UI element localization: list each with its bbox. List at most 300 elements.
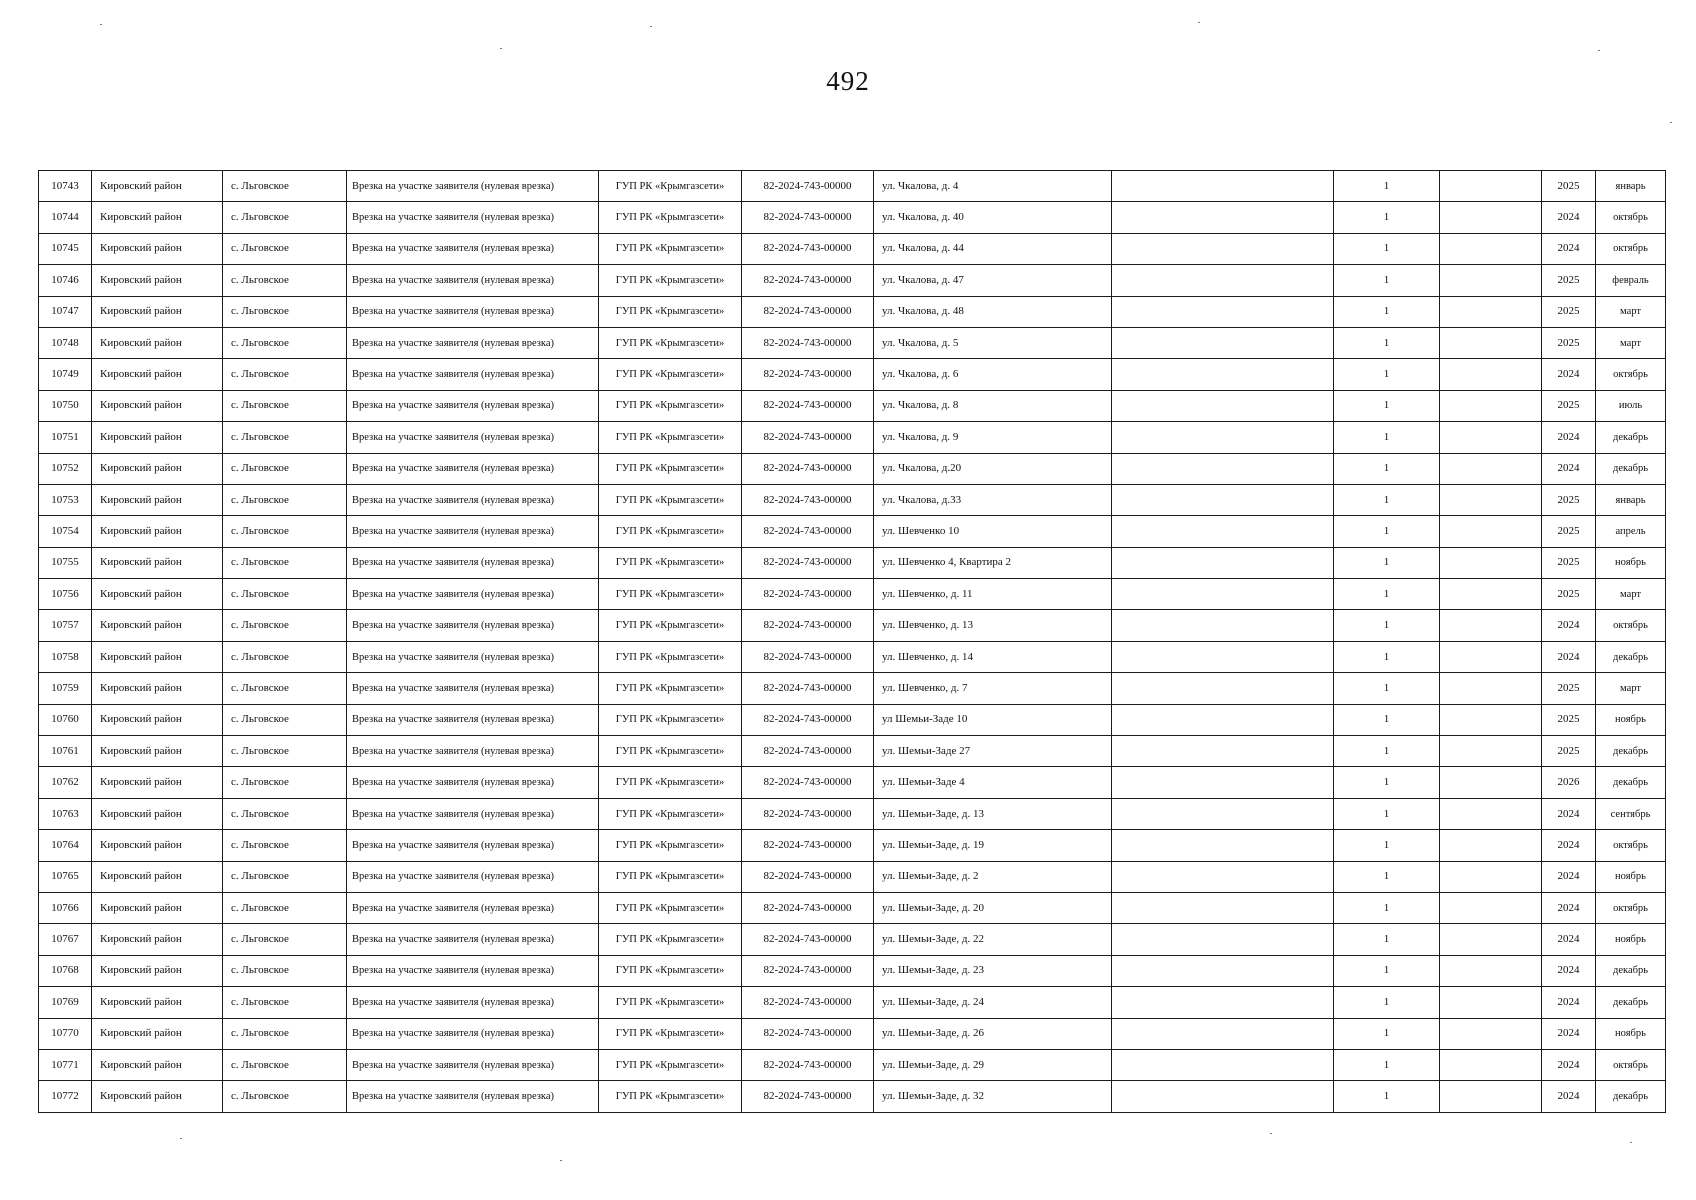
row-number: 10750 bbox=[39, 390, 92, 421]
code-cell: 82-2024-743-00000 bbox=[742, 736, 874, 767]
month-cell: ноябрь bbox=[1596, 704, 1666, 735]
village-cell: с. Льговское bbox=[223, 390, 347, 421]
village-cell: с. Льговское bbox=[223, 233, 347, 264]
table-row bbox=[39, 171, 1666, 202]
scan-speck bbox=[1598, 50, 1600, 51]
table-row bbox=[39, 359, 1666, 390]
month-cell: октябрь bbox=[1596, 233, 1666, 264]
year-cell: 2025 bbox=[1542, 579, 1596, 610]
district-cell: Кировский район bbox=[92, 892, 223, 923]
code-cell: 82-2024-743-00000 bbox=[742, 767, 874, 798]
month-cell: октябрь bbox=[1596, 202, 1666, 233]
district-cell: Кировский район bbox=[92, 453, 223, 484]
work-type-cell: Врезка на участке заявителя (нулевая врезка) bbox=[347, 265, 599, 296]
village-cell: с. Льговское bbox=[223, 673, 347, 704]
code-cell: 82-2024-743-00000 bbox=[742, 955, 874, 986]
note-cell bbox=[1112, 422, 1334, 453]
organization-cell: ГУП РК «Крымгазсети» bbox=[599, 296, 742, 327]
row-number: 10751 bbox=[39, 422, 92, 453]
year-cell: 2025 bbox=[1542, 484, 1596, 515]
address-cell: ул Шемьи-Заде 10 bbox=[874, 704, 1112, 735]
note-cell bbox=[1112, 233, 1334, 264]
year-cell: 2024 bbox=[1542, 798, 1596, 829]
month-cell: ноябрь bbox=[1596, 924, 1666, 955]
year-cell: 2024 bbox=[1542, 359, 1596, 390]
month-cell: январь bbox=[1596, 171, 1666, 202]
month-cell: ноябрь bbox=[1596, 1018, 1666, 1049]
work-type-cell: Врезка на участке заявителя (нулевая врезка) bbox=[347, 516, 599, 547]
address-cell: ул. Чкалова, д. 44 bbox=[874, 233, 1112, 264]
extra-cell bbox=[1440, 171, 1542, 202]
organization-cell: ГУП РК «Крымгазсети» bbox=[599, 798, 742, 829]
village-cell: с. Льговское bbox=[223, 892, 347, 923]
organization-cell: ГУП РК «Крымгазсети» bbox=[599, 673, 742, 704]
quantity-cell: 1 bbox=[1334, 1018, 1440, 1049]
code-cell: 82-2024-743-00000 bbox=[742, 453, 874, 484]
work-type-cell: Врезка на участке заявителя (нулевая врезка) bbox=[347, 955, 599, 986]
row-number: 10756 bbox=[39, 579, 92, 610]
table-row bbox=[39, 673, 1666, 704]
organization-cell: ГУП РК «Крымгазсети» bbox=[599, 830, 742, 861]
extra-cell bbox=[1440, 233, 1542, 264]
village-cell: с. Льговское bbox=[223, 296, 347, 327]
table-row bbox=[39, 704, 1666, 735]
table-row bbox=[39, 1049, 1666, 1080]
note-cell bbox=[1112, 327, 1334, 358]
organization-cell: ГУП РК «Крымгазсети» bbox=[599, 453, 742, 484]
extra-cell bbox=[1440, 265, 1542, 296]
work-type-cell: Врезка на участке заявителя (нулевая врезка) bbox=[347, 453, 599, 484]
work-type-cell: Врезка на участке заявителя (нулевая врезка) bbox=[347, 704, 599, 735]
address-cell: ул. Шемьи-Заде, д. 2 bbox=[874, 861, 1112, 892]
village-cell: с. Льговское bbox=[223, 202, 347, 233]
organization-cell: ГУП РК «Крымгазсети» bbox=[599, 171, 742, 202]
note-cell bbox=[1112, 861, 1334, 892]
note-cell bbox=[1112, 579, 1334, 610]
quantity-cell: 1 bbox=[1334, 579, 1440, 610]
extra-cell bbox=[1440, 390, 1542, 421]
month-cell: март bbox=[1596, 673, 1666, 704]
table-row bbox=[39, 233, 1666, 264]
extra-cell bbox=[1440, 861, 1542, 892]
table-row bbox=[39, 547, 1666, 578]
code-cell: 82-2024-743-00000 bbox=[742, 422, 874, 453]
address-cell: ул. Чкалова, д. 9 bbox=[874, 422, 1112, 453]
gasification-table bbox=[38, 170, 1666, 1113]
year-cell: 2024 bbox=[1542, 233, 1596, 264]
year-cell: 2024 bbox=[1542, 422, 1596, 453]
address-cell: ул. Шемьи-Заде, д. 22 bbox=[874, 924, 1112, 955]
address-cell: ул. Шемьи-Заде, д. 29 bbox=[874, 1049, 1112, 1080]
organization-cell: ГУП РК «Крымгазсети» bbox=[599, 359, 742, 390]
village-cell: с. Льговское bbox=[223, 736, 347, 767]
organization-cell: ГУП РК «Крымгазсети» bbox=[599, 390, 742, 421]
district-cell: Кировский район bbox=[92, 484, 223, 515]
work-type-cell: Врезка на участке заявителя (нулевая врезка) bbox=[347, 547, 599, 578]
extra-cell bbox=[1440, 579, 1542, 610]
district-cell: Кировский район bbox=[92, 233, 223, 264]
note-cell bbox=[1112, 924, 1334, 955]
month-cell: сентябрь bbox=[1596, 798, 1666, 829]
organization-cell: ГУП РК «Крымгазсети» bbox=[599, 327, 742, 358]
work-type-cell: Врезка на участке заявителя (нулевая врезка) bbox=[347, 296, 599, 327]
extra-cell bbox=[1440, 610, 1542, 641]
year-cell: 2024 bbox=[1542, 955, 1596, 986]
row-number: 10771 bbox=[39, 1049, 92, 1080]
year-cell: 2024 bbox=[1542, 987, 1596, 1018]
code-cell: 82-2024-743-00000 bbox=[742, 641, 874, 672]
district-cell: Кировский район bbox=[92, 171, 223, 202]
village-cell: с. Льговское bbox=[223, 547, 347, 578]
village-cell: с. Льговское bbox=[223, 327, 347, 358]
code-cell: 82-2024-743-00000 bbox=[742, 202, 874, 233]
note-cell bbox=[1112, 610, 1334, 641]
extra-cell bbox=[1440, 327, 1542, 358]
year-cell: 2025 bbox=[1542, 171, 1596, 202]
year-cell: 2024 bbox=[1542, 1018, 1596, 1049]
scan-speck bbox=[1670, 122, 1672, 123]
address-cell: ул. Чкалова, д.20 bbox=[874, 453, 1112, 484]
work-type-cell: Врезка на участке заявителя (нулевая врезка) bbox=[347, 233, 599, 264]
quantity-cell: 1 bbox=[1334, 641, 1440, 672]
extra-cell bbox=[1440, 547, 1542, 578]
year-cell: 2025 bbox=[1542, 390, 1596, 421]
row-number: 10758 bbox=[39, 641, 92, 672]
organization-cell: ГУП РК «Крымгазсети» bbox=[599, 233, 742, 264]
row-number: 10763 bbox=[39, 798, 92, 829]
village-cell: с. Льговское bbox=[223, 924, 347, 955]
district-cell: Кировский район bbox=[92, 924, 223, 955]
row-number: 10765 bbox=[39, 861, 92, 892]
row-number: 10748 bbox=[39, 327, 92, 358]
note-cell bbox=[1112, 296, 1334, 327]
code-cell: 82-2024-743-00000 bbox=[742, 579, 874, 610]
code-cell: 82-2024-743-00000 bbox=[742, 861, 874, 892]
district-cell: Кировский район bbox=[92, 673, 223, 704]
work-type-cell: Врезка на участке заявителя (нулевая врезка) bbox=[347, 924, 599, 955]
work-type-cell: Врезка на участке заявителя (нулевая врезка) bbox=[347, 359, 599, 390]
organization-cell: ГУП РК «Крымгазсети» bbox=[599, 1049, 742, 1080]
scan-speck bbox=[560, 1160, 562, 1161]
extra-cell bbox=[1440, 704, 1542, 735]
table-row bbox=[39, 484, 1666, 515]
month-cell: апрель bbox=[1596, 516, 1666, 547]
village-cell: с. Льговское bbox=[223, 987, 347, 1018]
table-row bbox=[39, 610, 1666, 641]
extra-cell bbox=[1440, 453, 1542, 484]
extra-cell bbox=[1440, 516, 1542, 547]
note-cell bbox=[1112, 516, 1334, 547]
table-row bbox=[39, 390, 1666, 421]
address-cell: ул. Шемьи-Заде, д. 24 bbox=[874, 987, 1112, 1018]
table-row bbox=[39, 861, 1666, 892]
quantity-cell: 1 bbox=[1334, 327, 1440, 358]
note-cell bbox=[1112, 798, 1334, 829]
month-cell: октябрь bbox=[1596, 830, 1666, 861]
quantity-cell: 1 bbox=[1334, 1049, 1440, 1080]
district-cell: Кировский район bbox=[92, 704, 223, 735]
code-cell: 82-2024-743-00000 bbox=[742, 798, 874, 829]
village-cell: с. Льговское bbox=[223, 1018, 347, 1049]
row-number: 10769 bbox=[39, 987, 92, 1018]
note-cell bbox=[1112, 1018, 1334, 1049]
organization-cell: ГУП РК «Крымгазсети» bbox=[599, 924, 742, 955]
row-number: 10760 bbox=[39, 704, 92, 735]
note-cell bbox=[1112, 1049, 1334, 1080]
quantity-cell: 1 bbox=[1334, 516, 1440, 547]
address-cell: ул. Чкалова, д. 40 bbox=[874, 202, 1112, 233]
address-cell: ул. Чкалова, д. 6 bbox=[874, 359, 1112, 390]
year-cell: 2024 bbox=[1542, 202, 1596, 233]
work-type-cell: Врезка на участке заявителя (нулевая врезка) bbox=[347, 892, 599, 923]
table-row bbox=[39, 265, 1666, 296]
note-cell bbox=[1112, 736, 1334, 767]
work-type-cell: Врезка на участке заявителя (нулевая врезка) bbox=[347, 1049, 599, 1080]
work-type-cell: Врезка на участке заявителя (нулевая врезка) bbox=[347, 641, 599, 672]
row-number: 10757 bbox=[39, 610, 92, 641]
table-row bbox=[39, 736, 1666, 767]
note-cell bbox=[1112, 390, 1334, 421]
table-row bbox=[39, 641, 1666, 672]
organization-cell: ГУП РК «Крымгазсети» bbox=[599, 704, 742, 735]
address-cell: ул. Шевченко, д. 13 bbox=[874, 610, 1112, 641]
scan-speck bbox=[1630, 1142, 1632, 1143]
year-cell: 2025 bbox=[1542, 296, 1596, 327]
quantity-cell: 1 bbox=[1334, 233, 1440, 264]
district-cell: Кировский район bbox=[92, 1081, 223, 1112]
table-row bbox=[39, 767, 1666, 798]
month-cell: март bbox=[1596, 579, 1666, 610]
village-cell: с. Льговское bbox=[223, 516, 347, 547]
quantity-cell: 1 bbox=[1334, 296, 1440, 327]
year-cell: 2024 bbox=[1542, 1081, 1596, 1112]
village-cell: с. Льговское bbox=[223, 798, 347, 829]
organization-cell: ГУП РК «Крымгазсети» bbox=[599, 422, 742, 453]
address-cell: ул. Шемьи-Заде 27 bbox=[874, 736, 1112, 767]
year-cell: 2026 bbox=[1542, 767, 1596, 798]
district-cell: Кировский район bbox=[92, 1049, 223, 1080]
address-cell: ул. Чкалова, д. 48 bbox=[874, 296, 1112, 327]
village-cell: с. Льговское bbox=[223, 704, 347, 735]
work-type-cell: Врезка на участке заявителя (нулевая врезка) bbox=[347, 390, 599, 421]
district-cell: Кировский район bbox=[92, 861, 223, 892]
year-cell: 2025 bbox=[1542, 673, 1596, 704]
row-number: 10761 bbox=[39, 736, 92, 767]
quantity-cell: 1 bbox=[1334, 955, 1440, 986]
organization-cell: ГУП РК «Крымгазсети» bbox=[599, 641, 742, 672]
district-cell: Кировский район bbox=[92, 579, 223, 610]
row-number: 10744 bbox=[39, 202, 92, 233]
district-cell: Кировский район bbox=[92, 265, 223, 296]
extra-cell bbox=[1440, 484, 1542, 515]
address-cell: ул. Шемьи-Заде, д. 19 bbox=[874, 830, 1112, 861]
village-cell: с. Льговское bbox=[223, 1049, 347, 1080]
village-cell: с. Льговское bbox=[223, 484, 347, 515]
organization-cell: ГУП РК «Крымгазсети» bbox=[599, 736, 742, 767]
year-cell: 2024 bbox=[1542, 892, 1596, 923]
address-cell: ул. Чкалова, д.33 bbox=[874, 484, 1112, 515]
address-cell: ул. Чкалова, д. 47 bbox=[874, 265, 1112, 296]
extra-cell bbox=[1440, 955, 1542, 986]
row-number: 10743 bbox=[39, 171, 92, 202]
note-cell bbox=[1112, 547, 1334, 578]
address-cell: ул. Шемьи-Заде 4 bbox=[874, 767, 1112, 798]
quantity-cell: 1 bbox=[1334, 202, 1440, 233]
row-number: 10768 bbox=[39, 955, 92, 986]
district-cell: Кировский район bbox=[92, 547, 223, 578]
code-cell: 82-2024-743-00000 bbox=[742, 390, 874, 421]
note-cell bbox=[1112, 767, 1334, 798]
village-cell: с. Льговское bbox=[223, 641, 347, 672]
row-number: 10762 bbox=[39, 767, 92, 798]
quantity-cell: 1 bbox=[1334, 861, 1440, 892]
work-type-cell: Врезка на участке заявителя (нулевая врезка) bbox=[347, 422, 599, 453]
village-cell: с. Льговское bbox=[223, 767, 347, 798]
district-cell: Кировский район bbox=[92, 736, 223, 767]
work-type-cell: Врезка на участке заявителя (нулевая врезка) bbox=[347, 610, 599, 641]
quantity-cell: 1 bbox=[1334, 830, 1440, 861]
code-cell: 82-2024-743-00000 bbox=[742, 233, 874, 264]
extra-cell bbox=[1440, 736, 1542, 767]
note-cell bbox=[1112, 955, 1334, 986]
address-cell: ул. Шемьи-Заде, д. 20 bbox=[874, 892, 1112, 923]
work-type-cell: Врезка на участке заявителя (нулевая врезка) bbox=[347, 861, 599, 892]
scan-speck bbox=[1270, 1133, 1272, 1134]
work-type-cell: Врезка на участке заявителя (нулевая врезка) bbox=[347, 673, 599, 704]
extra-cell bbox=[1440, 924, 1542, 955]
note-cell bbox=[1112, 673, 1334, 704]
year-cell: 2025 bbox=[1542, 327, 1596, 358]
organization-cell: ГУП РК «Крымгазсети» bbox=[599, 579, 742, 610]
organization-cell: ГУП РК «Крымгазсети» bbox=[599, 767, 742, 798]
village-cell: с. Льговское bbox=[223, 830, 347, 861]
district-cell: Кировский район bbox=[92, 390, 223, 421]
quantity-cell: 1 bbox=[1334, 610, 1440, 641]
district-cell: Кировский район bbox=[92, 202, 223, 233]
table-row bbox=[39, 296, 1666, 327]
row-number: 10770 bbox=[39, 1018, 92, 1049]
extra-cell bbox=[1440, 987, 1542, 1018]
extra-cell bbox=[1440, 296, 1542, 327]
organization-cell: ГУП РК «Крымгазсети» bbox=[599, 547, 742, 578]
row-number: 10753 bbox=[39, 484, 92, 515]
extra-cell bbox=[1440, 830, 1542, 861]
year-cell: 2025 bbox=[1542, 547, 1596, 578]
year-cell: 2024 bbox=[1542, 924, 1596, 955]
month-cell: февраль bbox=[1596, 265, 1666, 296]
extra-cell bbox=[1440, 202, 1542, 233]
table-row bbox=[39, 579, 1666, 610]
district-cell: Кировский район bbox=[92, 296, 223, 327]
quantity-cell: 1 bbox=[1334, 547, 1440, 578]
quantity-cell: 1 bbox=[1334, 1081, 1440, 1112]
organization-cell: ГУП РК «Крымгазсети» bbox=[599, 1081, 742, 1112]
address-cell: ул. Шемьи-Заде, д. 13 bbox=[874, 798, 1112, 829]
district-cell: Кировский район bbox=[92, 955, 223, 986]
district-cell: Кировский район bbox=[92, 1018, 223, 1049]
row-number: 10746 bbox=[39, 265, 92, 296]
address-cell: ул. Чкалова, д. 5 bbox=[874, 327, 1112, 358]
row-number: 10747 bbox=[39, 296, 92, 327]
code-cell: 82-2024-743-00000 bbox=[742, 1049, 874, 1080]
extra-cell bbox=[1440, 1049, 1542, 1080]
row-number: 10749 bbox=[39, 359, 92, 390]
district-cell: Кировский район bbox=[92, 767, 223, 798]
organization-cell: ГУП РК «Крымгазсети» bbox=[599, 265, 742, 296]
table-row bbox=[39, 955, 1666, 986]
month-cell: октябрь bbox=[1596, 1049, 1666, 1080]
code-cell: 82-2024-743-00000 bbox=[742, 1081, 874, 1112]
year-cell: 2024 bbox=[1542, 1049, 1596, 1080]
note-cell bbox=[1112, 484, 1334, 515]
year-cell: 2025 bbox=[1542, 704, 1596, 735]
work-type-cell: Врезка на участке заявителя (нулевая врезка) bbox=[347, 327, 599, 358]
scan-speck bbox=[650, 26, 652, 27]
code-cell: 82-2024-743-00000 bbox=[742, 892, 874, 923]
organization-cell: ГУП РК «Крымгазсети» bbox=[599, 955, 742, 986]
code-cell: 82-2024-743-00000 bbox=[742, 987, 874, 1018]
code-cell: 82-2024-743-00000 bbox=[742, 327, 874, 358]
village-cell: с. Льговское bbox=[223, 1081, 347, 1112]
year-cell: 2025 bbox=[1542, 265, 1596, 296]
table-row bbox=[39, 924, 1666, 955]
month-cell: ноябрь bbox=[1596, 861, 1666, 892]
quantity-cell: 1 bbox=[1334, 767, 1440, 798]
month-cell: декабрь bbox=[1596, 422, 1666, 453]
quantity-cell: 1 bbox=[1334, 924, 1440, 955]
row-number: 10755 bbox=[39, 547, 92, 578]
village-cell: с. Льговское bbox=[223, 422, 347, 453]
note-cell bbox=[1112, 704, 1334, 735]
work-type-cell: Врезка на участке заявителя (нулевая врезка) bbox=[347, 202, 599, 233]
note-cell bbox=[1112, 265, 1334, 296]
table-row bbox=[39, 830, 1666, 861]
month-cell: июль bbox=[1596, 390, 1666, 421]
work-type-cell: Врезка на участке заявителя (нулевая врезка) bbox=[347, 484, 599, 515]
address-cell: ул. Чкалова, д. 8 bbox=[874, 390, 1112, 421]
table-body bbox=[39, 171, 1666, 1113]
month-cell: декабрь bbox=[1596, 641, 1666, 672]
month-cell: декабрь bbox=[1596, 1081, 1666, 1112]
year-cell: 2024 bbox=[1542, 610, 1596, 641]
work-type-cell: Врезка на участке заявителя (нулевая врезка) bbox=[347, 798, 599, 829]
month-cell: октябрь bbox=[1596, 610, 1666, 641]
quantity-cell: 1 bbox=[1334, 987, 1440, 1018]
work-type-cell: Врезка на участке заявителя (нулевая врезка) bbox=[347, 1018, 599, 1049]
note-cell bbox=[1112, 830, 1334, 861]
organization-cell: ГУП РК «Крымгазсети» bbox=[599, 516, 742, 547]
year-cell: 2024 bbox=[1542, 453, 1596, 484]
note-cell bbox=[1112, 987, 1334, 1018]
table-row bbox=[39, 1018, 1666, 1049]
month-cell: октябрь bbox=[1596, 892, 1666, 923]
organization-cell: ГУП РК «Крымгазсети» bbox=[599, 892, 742, 923]
month-cell: март bbox=[1596, 327, 1666, 358]
work-type-cell: Врезка на участке заявителя (нулевая врезка) bbox=[347, 987, 599, 1018]
note-cell bbox=[1112, 641, 1334, 672]
code-cell: 82-2024-743-00000 bbox=[742, 171, 874, 202]
quantity-cell: 1 bbox=[1334, 704, 1440, 735]
work-type-cell: Врезка на участке заявителя (нулевая врезка) bbox=[347, 1081, 599, 1112]
month-cell: декабрь bbox=[1596, 767, 1666, 798]
quantity-cell: 1 bbox=[1334, 736, 1440, 767]
code-cell: 82-2024-743-00000 bbox=[742, 1018, 874, 1049]
code-cell: 82-2024-743-00000 bbox=[742, 673, 874, 704]
month-cell: декабрь bbox=[1596, 955, 1666, 986]
organization-cell: ГУП РК «Крымгазсети» bbox=[599, 610, 742, 641]
scan-speck bbox=[500, 48, 502, 49]
scan-speck bbox=[1198, 22, 1200, 23]
